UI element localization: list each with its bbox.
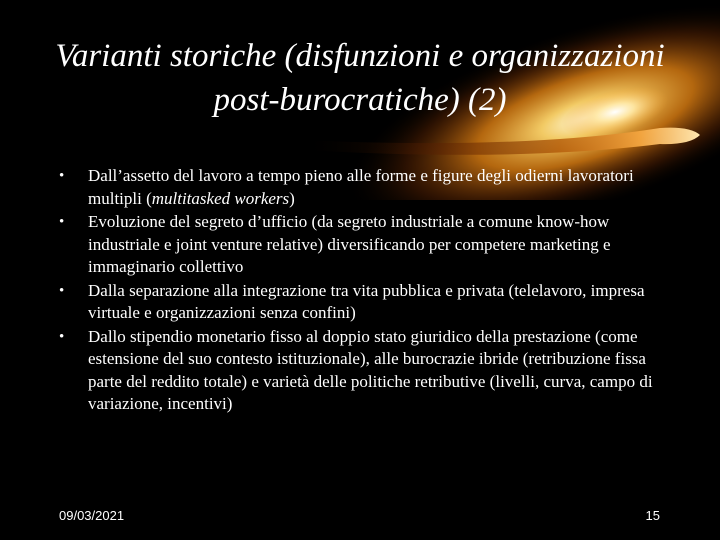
bullet-item [56,280,666,325]
bullet-icon: • [59,214,65,230]
bullet-list [56,165,666,417]
bullet-text: Evoluzione del segreto d’ufficio (da segreto industriale a comune know-how industriale e joint venture relative) diversificando per competere marketing e immaginario collettivo [88,212,611,276]
bullet-item [56,165,666,210]
bullet-item [56,326,666,416]
bullet-icon: • [59,328,65,345]
footer-date: 09/03/2021 [59,508,125,523]
bullet-text-tail: ) [289,188,295,208]
page-number: 15 [645,508,660,523]
bullet-emphasis: multitasked workers [151,188,290,208]
bullet-icon: • [59,282,65,299]
slide-title: Varianti storiche (disfunzioni e organizzazioni post-burocratiche) (2) [55,38,665,118]
bullet-text: Dall’assetto del lavoro a tempo pieno alle forme e figure degli odierni lavoratori multipli ( [88,166,634,208]
bullet-item [56,211,666,279]
bullet-icon: • [59,168,65,184]
bullet-text: Dallo stipendio monetario fisso al doppio stato giuridico della prestazione (come estensione del suo contesto istituzionale), alle burocrazie ibride (retribuzione fissa parte del reddito totale) e varietà delle politiche retributive (livelli, curva, campo di variazione, incentivi) [88,326,653,413]
bullet-text: Dalla separazione alla integrazione tra vita pubblica e privata (telelavoro, impresa virtuale e organizzazioni senza confini) [88,280,645,322]
